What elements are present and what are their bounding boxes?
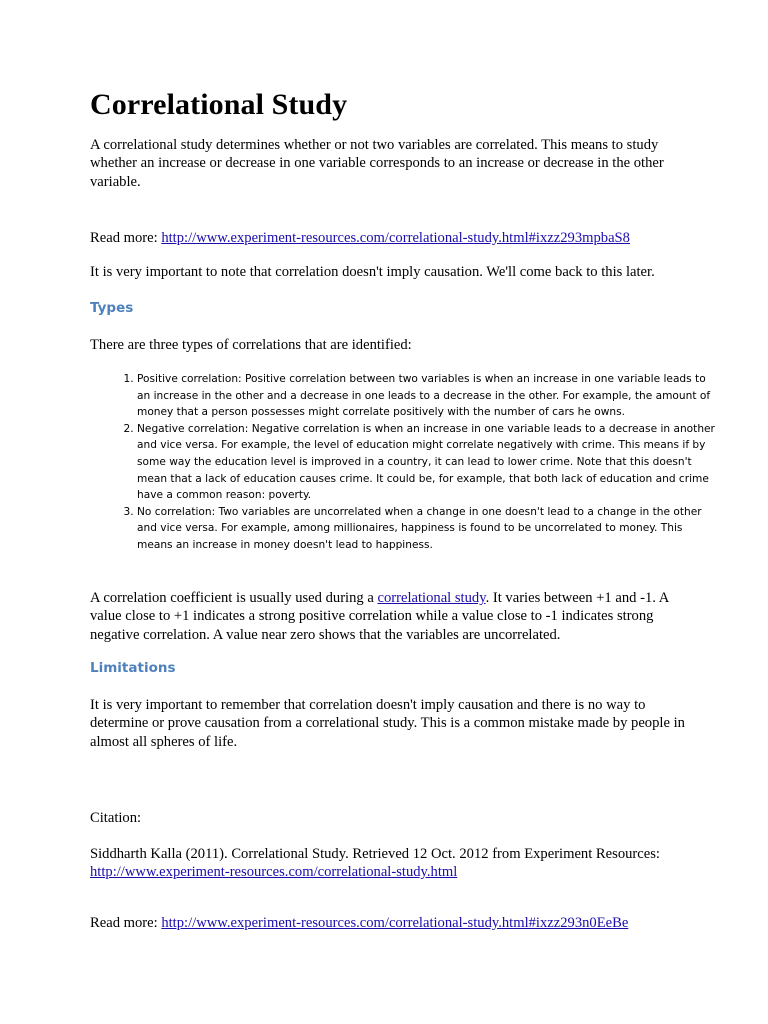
list-item-negative-correlation: 2. Negative correlation: Negative correlation is when an increase in one variable leads to a decrease in another and vice versa. For example, the level of education might correlate negatively with crime. This means if by some way the education level is improved in a country, it can lead to lower crime. Note that this doesn't mean that a lack of education causes crime. It could be, for example, that both lack of education and crime have a common reason: poverty. [137,421,715,504]
citation-label: Citation: [90,810,142,826]
citation-text [90,845,690,882]
types-intro: There are three types of correlations that are identified: [90,337,412,353]
citation-link[interactable]: http://www.experiment-resources.com/correlational-study.html [90,864,458,881]
list-item-no-correlation: 3. No correlation: Two variables are uncorrelated when a change in one doesn't lead to a change in the other and vice versa. For example, among millionaires, happiness is found to be uncorrelated to money. This means an increase in money doesn't lead to happiness. [137,504,715,554]
read-more-line-2 [90,914,690,932]
coefficient-text-after: . It varies between +1 and -1. A value close to +1 indicates a strong positive correlation while a value close to -1 indicates strong negative correlation. A value near zero shows that the variables are uncorrelated. [90,590,669,643]
limitations-heading: Limitations [90,660,176,676]
read-more-link-2[interactable]: http://www.experiment-resources.com/correlational-study.html#ixzz293n0EeBe [161,915,629,931]
read-more-label: Read more: [90,230,162,246]
coefficient-text-before: A correlation coefficient is usually used during a [90,590,378,606]
document-title: Correlational Study [90,88,348,121]
citation-reference: Siddharth Kalla (2011). Correlational Study. Retrieved 12 Oct. 2012 from Experiment Resources: [90,846,660,862]
causation-note: It is very important to note that correlation doesn't imply causation. We'll come back to this later. [90,264,655,280]
list-item-positive-correlation: 1. Positive correlation: Positive correlation between two variables is when an increase in one variable leads to an increase in the other and a decrease in one leads to a decrease in the other. For example, the amount of money that a person possesses might correlate positively with the number of cars he owns. [137,371,715,421]
read-more-link-1[interactable]: http://www.experiment-resources.com/correlational-study.html#ixzz293mpbaS8 [161,230,630,246]
types-heading: Types [90,300,134,316]
coefficient-paragraph [90,589,690,644]
read-more-line-1 [90,229,690,247]
correlational-study-link[interactable]: correlational study [377,590,486,606]
types-list [109,371,715,554]
read-more-label-2: Read more: [90,915,162,931]
limitations-paragraph: It is very important to remember that correlation doesn't imply causation and there is no way to determine or prove causation from a correlational study. This is a common mistake made by people in almost all spheres of life. [90,697,685,750]
intro-paragraph: A correlational study determines whether or not two variables are correlated. This means to study whether an increase or decrease in one variable corresponds to an increase or decrease in the other variable. [90,137,664,190]
